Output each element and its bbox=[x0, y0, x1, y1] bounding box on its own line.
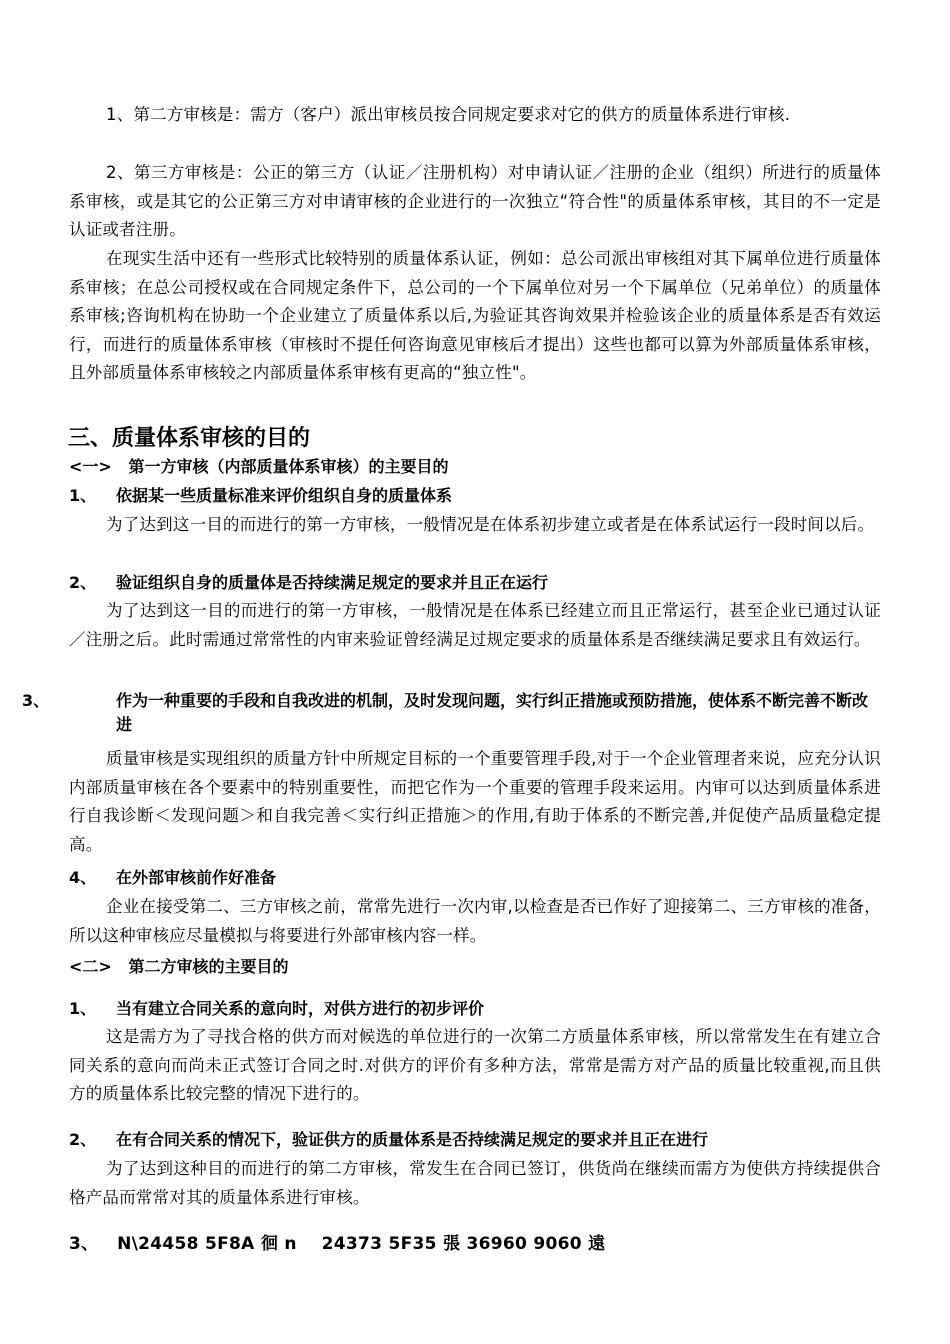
garbled-heading-line: 3、 N\24458 5F8A 徊 n 24373 5F35 張 36960 9060 遠 bbox=[69, 1234, 606, 1254]
item-title: 在外部审核前作好准备 bbox=[116, 868, 277, 887]
paragraph-item-2: 为了达到这一目的而进行的第一方审核，一般情况是在体系已经建立而且正常运行，甚至企业已通过认证／注册之后。此时需通过常常性的内审来验证曾经满足过规定要求的质量体系是否继续满足要求且有效运行。 bbox=[69, 601, 881, 649]
item-number: 1、 bbox=[69, 999, 97, 1018]
section-heading-purpose: 三、质量体系审核的目的 bbox=[68, 426, 311, 451]
item-title: 验证组织自身的质量体是否持续满足规定的要求并且正在运行 bbox=[116, 573, 549, 592]
paragraph-item-b1: 这是需方为了寻找合格的供方而对候选的单位进行的一次第二方质量体系审核，所以常常发生在有建立合同关系的意向而尚未正式签订合同之时.对供方的评价有多种方法，常常是需方对产品的质量比较重视,而且供方的质量体系比较完整的情况下进行的。 bbox=[69, 1027, 881, 1103]
subheading-second-party: <二> 第二方审核的主要目的 bbox=[69, 957, 289, 976]
item-heading-3 bbox=[22, 689, 881, 737]
item-heading-1 bbox=[69, 484, 881, 508]
paragraph-item-4: 企业在接受第二、三方审核之前，常常先进行一次内审,以检查是否已作好了迎接第二、三方审核的准备，所以这种审核应尽量模拟与将要进行外部审核内容一样。 bbox=[69, 897, 881, 945]
item-number: 3、 bbox=[22, 691, 50, 710]
item-title: 当有建立合同关系的意向时，对供方进行的初步评价 bbox=[116, 999, 485, 1018]
item-heading-b2 bbox=[69, 1128, 881, 1152]
item-title: 作为一种重要的手段和自我改进的机制，及时发现问题，实行纠正措施或预防措施，使体系不断完善不断改进 bbox=[116, 691, 869, 734]
item-number: 1、 bbox=[69, 486, 97, 505]
paragraph-item-b2: 为了达到这种目的而进行的第二方审核，常发生在合同已签订，供货尚在继续而需方为使供方持续提供合格产品而常常对其的质量体系进行审核。 bbox=[69, 1159, 881, 1207]
subheading-first-party: <一> 第一方审核（内部质量体系审核）的主要目的 bbox=[69, 457, 449, 476]
paragraph-item-1: 为了达到这一目的而进行的第一方审核，一般情况是在体系初步建立或者是在体系试运行一段时间以后。 bbox=[106, 515, 875, 534]
item-number: 4、 bbox=[69, 868, 97, 887]
paragraph-item-3: 质量审核是实现组织的质量方针中所规定目标的一个重要管理手段,对于一个企业管理者来说，应充分认识内部质量审核在各个要素中的特别重要性，而把它作为一个重要的管理手段来运用。内审可以达到质量体系进行自我诊断＜发现问题＞和自我完善＜实行纠正措施＞的作用,有助于体系的不断完善,并促使产品质量稳定提高。 bbox=[69, 749, 881, 854]
paragraph-special-forms: 在现实生活中还有一些形式比较特别的质量体系认证，例如：总公司派出审核组对其下属单位进行质量体系审核；在总公司授权或在合同规定条件下，总公司的一个下属单位对另一个下属单位（兄弟单位）的质量体系审核;咨询机构在协助一个企业建立了质量体系以后,为验证其咨询效果并检验该企业的质量体系是否有效运行，而进行的质量体系审核（审核时不提任何咨询意见审核后才提出）这些也都可以算为外部质量体系审核，且外部质量体系审核较之内部质量体系审核有更高的“独立性"。 bbox=[69, 249, 881, 382]
item-heading-2 bbox=[69, 571, 881, 595]
paragraph-second-party-def: 1、第二方审核是：需方（客户）派出审核员按合同规定要求对它的供方的质量体系进行审核. bbox=[106, 105, 791, 124]
item-heading-b1 bbox=[69, 997, 881, 1021]
item-title: 在有合同关系的情况下，验证供方的质量体系是否持续满足规定的要求并且正在进行 bbox=[116, 1130, 709, 1149]
item-number: 2、 bbox=[69, 1130, 97, 1149]
item-number: 2、 bbox=[69, 573, 97, 592]
item-heading-4 bbox=[69, 866, 881, 890]
paragraph-third-party-def: 2、第三方审核是：公正的第三方（认证／注册机构）对申请认证／注册的企业（组织）所进行的质量体系审核，或是其它的公正第三方对申请审核的企业进行的一次独立“符合性"的质量体系审核，其目的不一定是认证或者注册。 bbox=[69, 163, 881, 239]
item-title: 依据某一些质量标准来评价组织自身的质量体系 bbox=[116, 486, 453, 505]
